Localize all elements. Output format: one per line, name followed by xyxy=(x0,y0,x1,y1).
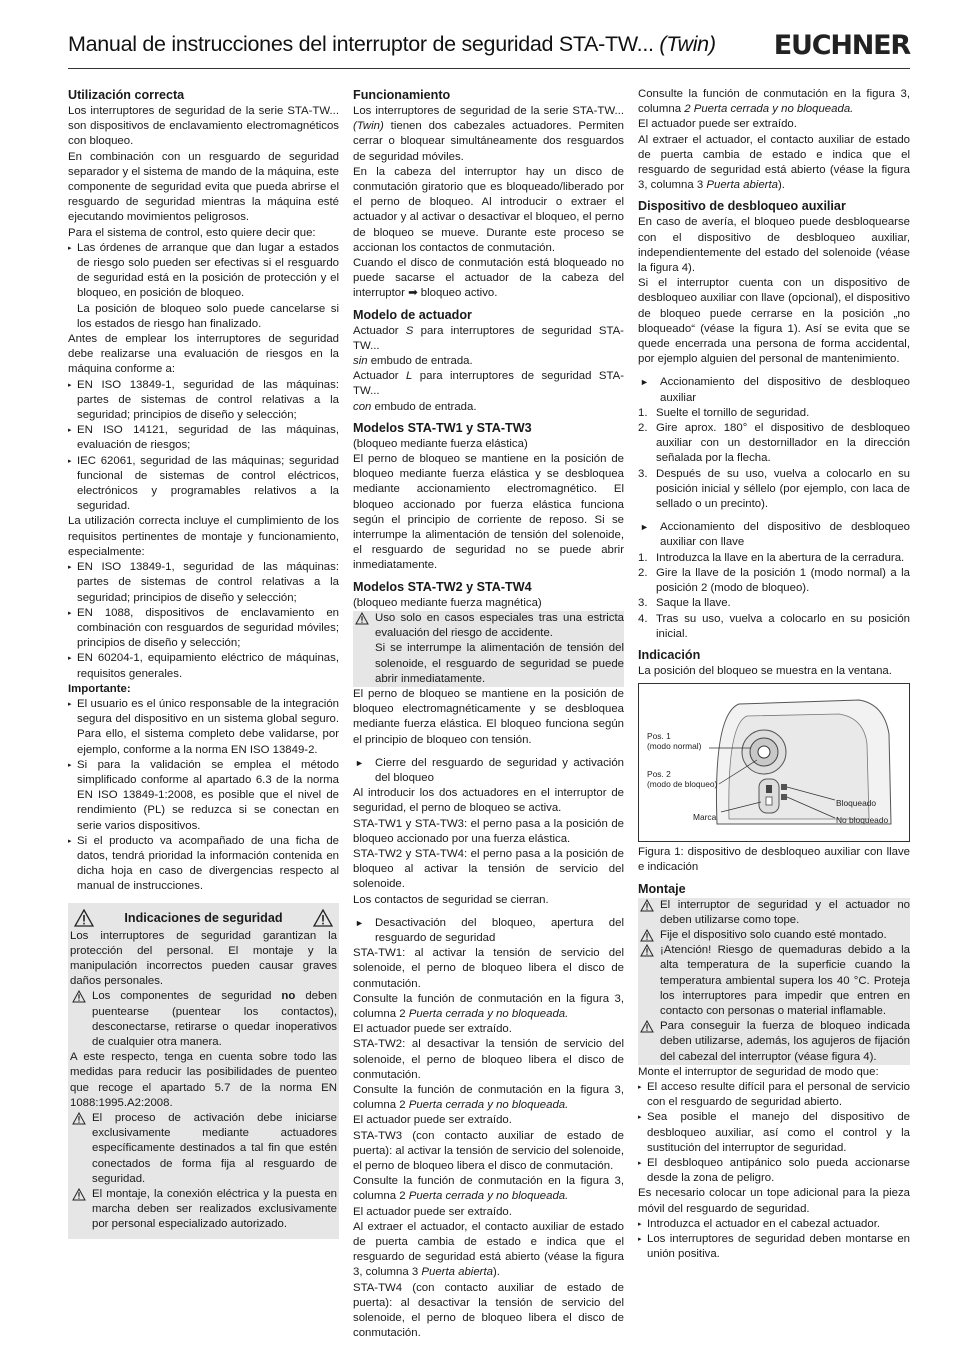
subheading: (bloqueo mediante fuerza elástica) xyxy=(353,437,528,450)
column-3 xyxy=(638,87,910,1262)
paragraph: Antes de emplear los interruptores de seguridad debe realizarse una evaluación de riesgos en la máquina conforme a: xyxy=(68,333,339,376)
list-item: ▸ El usuario es el único responsable de la integración segura del dispositivo en un sistema global seguro. Para ello, el sistema completo debe validarse, por ejemplo, conforme a la norma EN ISO 13849-2. xyxy=(68,697,339,758)
paragraph: STA-TW2: al desactivar la tensión de servicio del solenoide, el perno de bloqueo libera el disco de conmutación. xyxy=(353,1038,624,1081)
text-italic: (Twin) xyxy=(353,120,384,133)
bullet-list xyxy=(638,1080,910,1186)
text: tienen dos cabezales actuadores. Permiten cerrar o bloquear simultáneamente dos resguardos de seguridad móviles. xyxy=(353,120,624,163)
warning-item xyxy=(70,1187,337,1233)
list-item: ▸ EN ISO 13849-1, seguridad de las máquinas: partes de sistemas de control relativas a la seguridad; principios de diseño y selección; xyxy=(68,560,339,606)
document-title xyxy=(68,32,716,57)
paragraph: Los contactos de seguridad se cierran. xyxy=(353,893,549,906)
numbered-list xyxy=(638,406,910,512)
safety-heading xyxy=(70,909,337,929)
warning-triangle-icon xyxy=(72,1188,86,1206)
paragraph: STA-TW1: al activar la tensión de servicio del solenoide, el perno de bloqueo libera el disco de conmutación. xyxy=(353,947,624,990)
text-italic: Puerta abierta xyxy=(421,1266,493,1279)
bullet-list xyxy=(68,378,339,515)
warning-item xyxy=(70,1111,337,1187)
heading-funcionamiento: Funcionamiento xyxy=(353,88,451,102)
paragraph xyxy=(638,133,910,194)
warning-triangle-icon xyxy=(640,944,654,962)
list-item: ▸ EN 1088, dispositivos de enclavamiento en combinación con resguardos de seguridad móviles; principios de diseño y selección; xyxy=(68,606,339,652)
paragraph xyxy=(353,324,624,370)
warning-item xyxy=(70,989,337,1050)
paragraph xyxy=(638,87,910,117)
text: ). xyxy=(492,1266,500,1279)
warning-text: Para conseguir la fuerza de bloqueo indicada deben utilizarse, además, los agujeros de fijación del cabezal del interruptor (véase figura 4). xyxy=(660,1020,910,1063)
paragraph: En caso de avería, el bloqueo puede desbloquearse con el dispositivo de desbloqueo auxiliar, independientemente del estado del solenoide (véase la figura 4). xyxy=(638,216,910,275)
warning-text: El montaje, la conexión eléctrica y la puesta en marcha deben ser realizados exclusivamente por personal especializado autorizado. xyxy=(92,1188,337,1231)
text: Los interruptores de seguridad de la serie STA-TW... xyxy=(353,105,624,117)
text-italic: S xyxy=(405,324,414,337)
paragraph xyxy=(353,1220,624,1281)
paragraph: STA-TW2 y STA-TW4: el perno pasa a la posición de bloqueo al activar la tensión de servicio del solenoide. xyxy=(353,847,624,891)
list-item: ▸ Si para la validación se emplea el método simplificado conforme al apartado 6.3 de la norma EN ISO 13849-1:2008, es posible que el nivel de rendimiento (PL) se reduzca si se conectan en serie varios dispositivos. xyxy=(68,758,339,834)
text: Actuador xyxy=(353,324,406,337)
list-item-text: Después de su uso, vuelva a colocarlo en su posición inicial y séllelo (por ejemplo, con laca de sellado o un precinto). xyxy=(656,467,910,511)
list-item: ▸ Introduzca el actuador en el cabezal actuador. xyxy=(638,1217,910,1232)
step-heading: ► Accionamiento del dispositivo de desbloqueo auxiliar con llave xyxy=(638,520,910,550)
list-item: ▸ Si el producto va acompañado de una ficha de datos, tendrá prioridad la información contenida en dicha hoja en caso de divergencias respecto al manual de instrucciones. xyxy=(68,834,339,895)
text: embudo de entrada. xyxy=(367,355,473,368)
paragraph: Es necesario colocar un tope adicional para la pieza móvil del resguardo de seguridad. xyxy=(638,1187,910,1215)
step-heading: ► Cierre del resguardo de seguridad y activación del bloqueo xyxy=(353,756,624,786)
text-italic: Puerta cerrada y no bloqueada. xyxy=(408,1007,569,1020)
paragraph: La posición del bloqueo se muestra en la ventana. xyxy=(638,664,892,677)
text-italic: Puerta abierta xyxy=(706,179,778,192)
list-item: 1. Suelte el tornillo de seguridad. xyxy=(638,406,810,419)
list-item: 2. Gire la llave de la posición 1 (modo normal) a la posición 2 (modo de bloqueo). xyxy=(638,566,910,595)
column-2 xyxy=(353,87,624,1341)
paragraph xyxy=(353,1174,624,1204)
text-italic: sin xyxy=(353,355,368,368)
figure-1-unlock-device xyxy=(638,683,910,842)
label-text: Pos. 2 xyxy=(647,769,671,780)
paragraph: El perno de bloqueo se mantiene en la posición de bloqueo electromagnéticamente y se desbloquea mediante fuerza elástica. El bloqueo funciona según el principio de bloqueo con tensión. xyxy=(353,687,624,746)
list-item-text: Saque la llave. xyxy=(656,597,731,610)
text-italic: Puerta cerrada y no bloqueada. xyxy=(408,1099,569,1112)
paragraph: En la cabeza del interruptor hay un disco de conmutación giratorio que es bloqueado/liberado por el perno de bloqueo. Al introducir o extraer el actuador y al activar o desactivar el bloqueo, el perno de bloqueo se mueve. Durante este proceso se accionan los contactos de conmutación. xyxy=(353,165,624,254)
warning-triangle-icon xyxy=(355,612,369,630)
warning-triangle-icon xyxy=(640,1020,654,1038)
step-heading: ► Desactivación del bloqueo, apertura del resguardo de seguridad xyxy=(353,916,624,946)
text: para interruptores de seguridad STA-TW... xyxy=(353,324,624,352)
list-item: ▸ EN 60204-1, equipamiento eléctrico de máquinas, requisitos generales. xyxy=(68,651,339,681)
list-item-text: Introduzca la llave en la abertura de la cerradura. xyxy=(656,551,905,564)
text-italic: Puerta cerrada y no bloqueada. xyxy=(408,1190,569,1203)
warning-text: Uso solo en casos especiales tras una estricta evaluación del riesgo de accidente. xyxy=(375,611,624,640)
euchner-logo: EUCHNER xyxy=(773,30,910,61)
label-pos1 xyxy=(647,731,701,751)
list-item-text: Tras su uso, vuelva a colocarlo en su posición inicial. xyxy=(656,612,910,640)
safety-instructions-box xyxy=(68,903,339,1239)
paragraph: El actuador puede ser extraído. xyxy=(638,118,797,131)
warning-text: ¡Atención! Riesgo de quemaduras debido a la alta temperatura de la superficie cuando la temperatura ambiental supera los 40 °C. Proteja los interruptores para impedir que entren en contacto con personas o material inflamable. xyxy=(660,944,910,1017)
heading-uso-correcto: Utilización correcta xyxy=(68,88,185,102)
paragraph: El perno de bloqueo se mantiene en la posición de bloqueo mediante fuerza elástica y se desbloquea mediante accionamiento electromagnético. El bloqueo accionado por fuerza elástica funciona según el principio de corriente de reposo. Si se interrumpe la alimentación de tensión del solenoide, el resguardo de seguridad no se puede abrir inmediatamente. xyxy=(353,453,624,572)
warning-item xyxy=(638,1019,910,1065)
title-model: (Twin) xyxy=(659,32,716,56)
text-italic: con xyxy=(353,400,372,413)
heading-modelo-actuador: Modelo de actuador xyxy=(353,307,472,322)
text: Al extraer el actuador, el contacto auxiliar de estado de puerta cambia de estado e indica que el resguardo de seguridad está abierto (véase la figura 3, columna 3 xyxy=(353,1220,624,1279)
list-item: ▸ IEC 62061, seguridad de las máquinas; seguridad funcional de sistemas de control eléctricos, electrónicos y programables relativos a la seguridad. xyxy=(68,454,339,515)
paragraph: Si el interruptor cuenta con un dispositivo de desbloqueo auxiliar con llave (opcional), el dispositivo de bloqueo puede cerrarse en la posición „no bloqueado“ (véase la figura 1). Así se evita que se quede encerrada una persona de forma accidental, por ejemplo alguien del personal de mantenimiento. xyxy=(638,277,910,366)
warning-triangle-icon xyxy=(74,909,94,932)
warning-triangle-icon xyxy=(72,1112,86,1130)
warning-emphasis: no xyxy=(281,990,296,1003)
list-item: ▸ Los interruptores de seguridad deben montarse en unión positiva. xyxy=(638,1232,910,1262)
label-text: (modo de bloqueo) xyxy=(647,779,718,790)
warning-item xyxy=(638,928,910,943)
step-heading: ► Accionamiento del dispositivo de desbloqueo auxiliar xyxy=(638,375,910,405)
heading-tw2-tw4: Modelos STA-TW2 y STA-TW4 xyxy=(353,579,532,594)
text-italic: 2 Puerta cerrada y no bloqueada. xyxy=(684,103,854,116)
paragraph xyxy=(353,104,624,165)
list-item: 1. Introduzca la llave en la abertura de la cerradura. xyxy=(638,551,905,564)
list-item: ▸ EN ISO 13849-1, seguridad de las máquinas: partes de sistemas de control relativas a la seguridad; principios de diseño y selección; xyxy=(68,378,339,424)
list-item-text: Gire aprox. 180° el dispositivo de desbloqueo auxiliar con un destornillador en la dirección señalada por la flecha. xyxy=(656,422,910,465)
paragraph: El actuador puede ser extraído. xyxy=(353,1114,512,1127)
paragraph: A este respecto, tenga en cuenta sobre todo las medidas para reducir las posibilidades de puenteo que recoge el apartado 5.7 de la norma EN 1088:1995.A2:2008. xyxy=(70,1051,337,1109)
importante-label: Importante: xyxy=(68,682,131,695)
warning-text: Si se interrumpe la alimentación de tensión del solenoide, el resguardo de seguridad se puede abrir inmediatamente. xyxy=(375,642,624,685)
numbered-list xyxy=(638,551,910,642)
page-header xyxy=(68,30,910,69)
text-italic: L xyxy=(406,370,413,383)
column-1 xyxy=(68,87,339,1239)
list-item: 3. Saque la llave. xyxy=(638,597,731,610)
warning-text: Los componentes de seguridad xyxy=(92,990,282,1003)
warning-triangle-icon xyxy=(640,899,654,917)
label-text: Pos. 1 xyxy=(647,731,671,742)
list-item-text: La posición de bloqueo solo puede cancelarse si los estados de riesgo han finalizado. xyxy=(77,302,339,330)
mounting-warnings xyxy=(638,898,910,1065)
warning-triangle-icon xyxy=(72,990,86,1008)
paragraph xyxy=(353,992,624,1022)
paragraph: La utilización correcta incluye el cumplimiento de los requisitos pertinentes de montaje y funcionamiento, especialmente: xyxy=(68,515,339,558)
bullet-list xyxy=(68,241,339,332)
paragraph: El actuador puede ser extraído. xyxy=(353,1023,512,1036)
label-text: (modo normal) xyxy=(647,741,702,752)
label-no-bloqueado: No bloqueado xyxy=(836,815,889,826)
bullet-list xyxy=(68,697,339,895)
list-item: ▸ EN ISO 14121, seguridad de las máquinas, evaluación de riesgos; xyxy=(68,423,339,453)
title-text: Manual de instrucciones del interruptor de seguridad STA-TW... xyxy=(68,32,654,56)
bullet-list xyxy=(638,1217,910,1263)
text: ). xyxy=(777,179,785,192)
bullet-list xyxy=(68,560,339,682)
warning-text: El interruptor de seguridad y el actuador no deben utilizarse como tope. xyxy=(660,898,910,926)
text: Consulte la función de conmutación en la figura 3, columna 2 xyxy=(353,992,624,1020)
paragraph: Los interruptores de seguridad garantizan la protección del personal. El montaje y la manipulación incorrectos pueden causar graves daños personales. xyxy=(70,929,337,988)
paragraph: El actuador puede ser extraído. xyxy=(353,1205,512,1218)
warning-item xyxy=(638,898,910,928)
text: Consulte la función de conmutación en la figura 3, columna 2 xyxy=(353,1083,624,1112)
heading-tw1-tw3: Modelos STA-TW1 y STA-TW3 xyxy=(353,420,532,435)
warning-item xyxy=(353,611,624,687)
subheading: (bloqueo mediante fuerza magnética) xyxy=(353,596,542,609)
paragraph xyxy=(353,1083,624,1113)
text: para interruptores de seguridad STA-TW... xyxy=(353,370,624,398)
paragraph: Monte el interruptor de seguridad de modo que: xyxy=(638,1065,879,1078)
warning-text: El proceso de activación debe iniciarse exclusivamente mediante actuadores específicamente destinados a tal fin que estén conectados de forma fija al resguardo de seguridad. xyxy=(92,1112,337,1185)
paragraph: Los interruptores de seguridad de la serie STA-TW... son dispositivos de enclavamiento electromagnéticos con bloqueo. xyxy=(68,105,339,148)
text: Al extraer el actuador, el contacto auxiliar de estado de puerta cambia de estado e indica que el resguardo de seguridad está abierto (véase la figura 3, columna 3 xyxy=(638,133,910,192)
label-marca: Marca xyxy=(693,812,717,823)
heading-indicacion: Indicación xyxy=(638,647,701,662)
paragraph: Al introducir los dos actuadores en el interruptor de seguridad, el perno de bloqueo se activa. xyxy=(353,787,624,815)
warning-triangle-icon xyxy=(313,909,333,932)
warning-item xyxy=(638,943,910,1019)
paragraph xyxy=(353,369,624,415)
label-pos2 xyxy=(647,769,717,789)
heading-desbloqueo-auxiliar: Dispositivo de desbloqueo auxiliar xyxy=(638,199,846,214)
list-item-text: Las órdenes de arranque que dan lugar a estados de riesgo solo pueden ser efectivas si el resguardo de seguridad está en la posición de protección y el bloqueo, en posición de bloqueo. xyxy=(77,241,339,300)
text: Consulte la función de conmutación en la figura 3, columna 2 xyxy=(353,1175,624,1203)
list-item: 2. Gire aprox. 180° el dispositivo de desbloqueo auxiliar con un destornillador en la dirección señalada por la flecha. xyxy=(638,422,910,465)
safety-heading-text: Indicaciones de seguridad xyxy=(124,910,283,925)
list-item-text: Suelte el tornillo de seguridad. xyxy=(656,406,810,419)
list-item xyxy=(68,241,339,332)
paragraph: En combinación con un resguardo de seguridad separador y el sistema de mando de la máquina, este componente de seguridad evita que pueda abrirse el resguardo de seguridad mientras la máquina esté ejecutando movimientos peligrosos. xyxy=(68,150,340,224)
label-bloqueado: Bloqueado xyxy=(836,798,877,809)
warning-text: Fije el dispositivo solo cuando esté montado. xyxy=(660,928,887,941)
list-item: ▸ Sea posible el manejo del dispositivo de desbloqueo auxiliar, así como el control y la sustitución del interruptor de seguridad. xyxy=(638,1110,910,1156)
paragraph: Para el sistema de control, esto quiere decir que: xyxy=(68,226,316,239)
paragraph: STA-TW3 (con contacto auxiliar de estado de puerta): al activar la tensión de servicio del solenoide, el perno de bloqueo libera el disco de conmutación. xyxy=(353,1129,624,1172)
list-item: ▸ El acceso resulte difícil para el personal de servicio con el resguardo de seguridad abierto. xyxy=(638,1080,910,1110)
heading-montaje: Montaje xyxy=(638,881,686,896)
paragraph: STA-TW4 (con contacto auxiliar de estado de puerta): al desactivar la tensión de servicio del solenoide, el perno de bloqueo libera el disco de conmutación. xyxy=(353,1281,624,1340)
list-item: 3. Después de su uso, vuelva a colocarlo en su posición inicial y séllelo (por ejemplo, con laca de sellado o un precinto). xyxy=(638,467,910,511)
list-item-text: Gire la llave de la posición 1 (modo normal) a la posición 2 (modo de bloqueo). xyxy=(656,566,910,595)
paragraph: STA-TW1 y STA-TW3: el perno pasa a la posición de bloqueo accionado por una fuerza elástica. xyxy=(353,817,624,845)
figure-caption: Figura 1: dispositivo de desbloqueo auxiliar con llave e indicación xyxy=(638,846,910,874)
text: Actuador xyxy=(353,370,407,383)
paragraph: Cuando el disco de conmutación está bloqueado no puede sacarse el actuador de la cabeza del interruptor ➡ bloqueo activo. xyxy=(353,257,624,300)
text: embudo de entrada. xyxy=(371,400,477,413)
list-item: ▸ El desbloqueo antipánico solo pueda accionarse desde la zona de peligro. xyxy=(638,1156,910,1186)
warning-text: deben puentearse (puentear los contactos), desconectarse, retirarse o quedar inoperativos de cualquier otra manera. xyxy=(92,990,337,1048)
list-item: 4. Tras su uso, vuelva a colocarlo en su posición inicial. xyxy=(638,612,910,640)
text: Consulte la función de conmutación en la figura 3, columna xyxy=(638,88,910,116)
